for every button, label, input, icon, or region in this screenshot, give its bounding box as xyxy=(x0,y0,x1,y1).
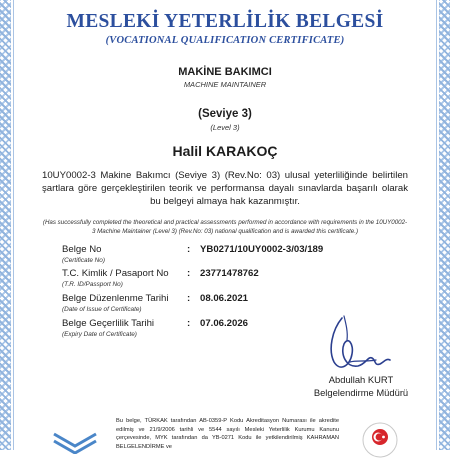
field-label: Belge No xyxy=(62,244,102,255)
field-value: 23771478762 xyxy=(200,268,259,279)
signatory-title: Belgelendirme Müdürü xyxy=(313,387,409,398)
left-decorative-border xyxy=(0,0,11,450)
field-value: YB0271/10UY0002-3/03/189 xyxy=(200,244,324,255)
field-sublabel: (Date of Issue of Certificate) xyxy=(62,306,142,313)
occupation-title: MAKİNE BAKIMCI xyxy=(178,66,272,78)
field-separator: : xyxy=(187,318,191,329)
signatory-name: Abdullah KURT xyxy=(328,374,394,385)
statement-text: 10UY0002-3 Makine Bakımcı (Seviye 3) (Rev.No: 03) ulusal yeterliliğinde belirtilen şartlara göre gerçekleştirilen teorik ve performansa dayalı sınavlarda başarılı olarak bu belgeyi almaya hak kazanmıştır. xyxy=(42,170,408,207)
field-label: T.C. Kimlik / Pasaport No xyxy=(62,268,169,279)
signature-image xyxy=(314,310,394,380)
field-label: Belge Geçerlilik Tarihi xyxy=(62,318,155,329)
holder-name: Halil KARAKOÇ xyxy=(172,143,278,159)
field-sublabel: (Certificate No) xyxy=(62,257,105,264)
certificate-body xyxy=(16,0,434,450)
occupation-title-en: MACHINE MAINTAINER xyxy=(183,80,267,89)
level-title-en: (Level 3) xyxy=(210,123,240,132)
footer-text: Bu belge, TÜRKAK tarafından AB-0359-P Kodu Akreditasyon Numarası ile akredite edilmiş ve 21/9/2006 tarihli ve 5544 sayılı Mesleki Yeterlilik Kurumu Kanunu çerçevesinde, MYK tarafından da YB-0271 Kodu ile yetkilendirilmiş KAHRAMAN BELGELENDİRME ve xyxy=(116,418,339,450)
turkish-flag-seal-icon xyxy=(360,420,400,460)
level-title: (Seviye 3) xyxy=(198,108,252,120)
field-value: 08.06.2021 xyxy=(200,293,249,304)
field-label: Belge Düzenlenme Tarihi xyxy=(62,293,169,304)
statement-text-en: (Has successfully completed the theoretical and practical assessments performed in accordance with requirements in the 10UY0002-3 Machine Maintainer (Level 3) (Rev.No: 03) national qualification and is awarded this certificate.) xyxy=(42,219,408,235)
field-separator: : xyxy=(187,244,191,255)
field-sublabel: (Expiry Date of Certificate) xyxy=(62,331,137,338)
field-sublabel: (T.R. ID/Passport No) xyxy=(62,281,123,288)
field-separator: : xyxy=(187,268,191,279)
right-inner-rule xyxy=(436,0,437,450)
myk-chevron-logo-icon xyxy=(50,430,100,454)
certificate-subtitle: (VOCATIONAL QUALIFICATION CERTIFICATE) xyxy=(105,35,345,46)
field-separator: : xyxy=(187,293,191,304)
certificate-title: MESLEKİ YETERLİLİK BELGESİ xyxy=(66,11,384,32)
field-value: 07.06.2026 xyxy=(200,318,249,329)
left-inner-rule xyxy=(13,0,14,450)
right-decorative-border xyxy=(439,0,450,450)
